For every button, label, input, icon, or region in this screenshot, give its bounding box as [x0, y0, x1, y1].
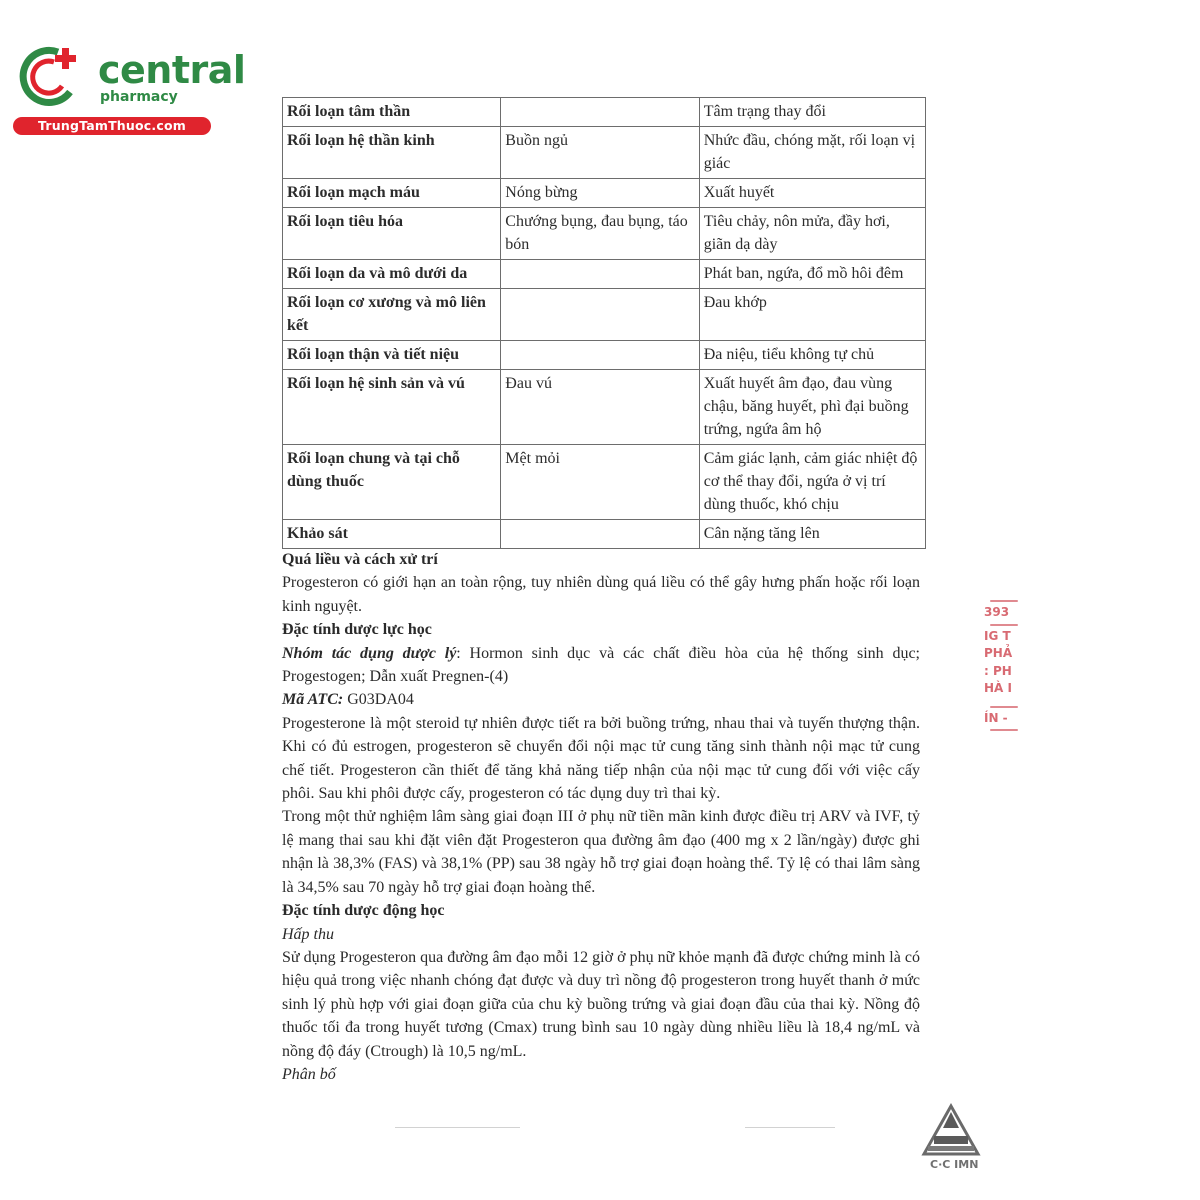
adverse-effects-table	[282, 97, 926, 549]
pharmacokinetics-heading: Đặc tính dược động học	[282, 902, 445, 920]
uncommon-cell: Nhức đầu, chóng mặt, rối loạn vị giác	[699, 127, 925, 179]
svg-text:C·C IMN: C·C IMN	[930, 1158, 979, 1171]
uncommon-cell: Cảm giác lạnh, cảm giác nhiệt độ cơ thể thay đổi, ngứa ở vị trí dùng thuốc, khó chịu	[699, 445, 925, 520]
pharmacologic-group	[282, 642, 920, 689]
stamp-rule	[990, 706, 1018, 708]
uncommon-cell: Xuất huyết âm đạo, đau vùng chậu, băng huyết, phì đại buồng trứng, ngứa âm hộ	[699, 370, 925, 445]
common-cell	[501, 520, 699, 549]
table-row	[283, 341, 926, 370]
stamp-rule	[990, 729, 1018, 731]
organ-cell: Rối loạn hệ thần kinh	[283, 127, 501, 179]
uncommon-cell: Tiêu chảy, nôn mửa, đầy hơi, giãn dạ dày	[699, 208, 925, 260]
logo-url-badge[interactable]: TrungTamThuoc.com	[13, 117, 211, 135]
common-cell: Nóng bừng	[501, 179, 699, 208]
red-stamp-fragment	[984, 598, 1018, 750]
stamp-text: PHẢ	[984, 646, 1013, 660]
organ-cell: Rối loạn tâm thần	[283, 98, 501, 127]
organ-cell: Rối loạn mạch máu	[283, 179, 501, 208]
organ-cell: Khảo sát	[283, 520, 501, 549]
table-row	[283, 520, 926, 549]
stamp-rule	[990, 600, 1018, 602]
document-body	[282, 548, 920, 1086]
absorption-text: Sử dụng Progesteron qua đường âm đạo mỗi 12 giờ ở phụ nữ khỏe mạnh đã được chứng minh là có hiệu quả trong việc nhanh chóng đạt được và duy trì nồng độ progesteron trong huyết thanh ở mức sinh lý phù hợp với giai đoạn giữa của chu kỳ buồng trứng và giai đoạn đầu của thai kỳ. Nồng độ thuốc tối đa trong huyết tương (Cmax) trung bình sau 10 ngày dùng nhiều liều là 18,4 ng/mL và nồng độ đáy (Ctrough) là 10,5 ng/mL.	[282, 948, 920, 1060]
pharmacologic-group-text: : Hormon sinh dục và các chất điều hòa của hệ thống sinh dục; Progestogen; Dẫn xuất Pregnen-(4)	[282, 644, 921, 686]
distribution-subheading: Phân bố	[282, 1065, 336, 1083]
stamp-text: : PH	[984, 663, 1012, 678]
uncommon-cell: Tâm trạng thay đổi	[699, 98, 925, 127]
common-cell	[501, 341, 699, 370]
uncommon-cell: Đa niệu, tiểu không tự chủ	[699, 341, 925, 370]
logo-sub-text: pharmacy	[100, 89, 178, 105]
organ-cell: Rối loạn thận và tiết niệu	[283, 341, 501, 370]
stamp-text: HÀ I	[984, 681, 1012, 695]
organ-cell: Rối loạn cơ xương và mô liên kết	[283, 289, 501, 341]
common-cell: Đau vú	[501, 370, 699, 445]
uncommon-cell: Phát ban, ngứa, đổ mồ hôi đêm	[699, 260, 925, 289]
table-row	[283, 208, 926, 260]
table-row	[283, 260, 926, 289]
stamp-rule	[990, 624, 1018, 626]
footer-rule	[745, 1127, 835, 1128]
common-cell	[501, 260, 699, 289]
common-cell	[501, 98, 699, 127]
pharmacodynamics-para-2: Trong một thử nghiệm lâm sàng giai đoạn III ở phụ nữ tiền mãn kinh được điều trị ARV và IVF, tỷ lệ mang thai sau khi đặt viên đặt Progesteron qua đường âm đạo (400 mg x 2 lần/ngày) được ghi nhận là 38,3% (FAS) và 38,1% (PP) sau 38 ngày hỗ trợ giai đoạn hoàng thể. Tỷ lệ có thai lâm sàng là 34,5% sau 70 ngày hỗ trợ giai đoạn hoàng thể.	[282, 808, 920, 896]
organ-cell: Rối loạn da và mô dưới da	[283, 260, 501, 289]
organ-cell: Rối loạn hệ sinh sản và vú	[283, 370, 501, 445]
common-cell: Chướng bụng, đau bụng, táo bón	[501, 208, 699, 260]
organ-cell: Rối loạn tiêu hóa	[283, 208, 501, 260]
pharmacy-logo	[10, 38, 246, 138]
overdose-heading: Quá liều và cách xử trí	[282, 551, 438, 568]
organ-cell: Rối loạn chung và tại chỗ dùng thuốc	[283, 445, 501, 520]
uncommon-cell: Cân nặng tăng lên	[699, 520, 925, 549]
stamp-text: ÍN -	[984, 710, 1008, 725]
central-pharmacy-logo-icon	[18, 42, 84, 108]
pharmacodynamics-para-1: Progesterone là một steroid tự nhiên được tiết ra bởi buồng trứng, nhau thai và tuyến thượng thận. Khi có đủ estrogen, progesteron sẽ chuyển đổi nội mạc tử cung tăng sinh thành nội mạc tử cung chế tiết. Progesteron cần thiết để tăng khả năng tiếp nhận của nội mạc tử cung đối với việc cấy phôi. Sau khi phôi được cấy, progesteron có tác dụng duy trì thai kỳ.	[282, 714, 920, 803]
stamp-text: IG T	[984, 628, 1011, 643]
table-row	[283, 127, 926, 179]
atc-label: Mã ATC:	[282, 691, 344, 709]
atc-code-line	[282, 688, 920, 711]
atc-code: G03DA04	[343, 691, 414, 709]
uncommon-cell: Xuất huyết	[699, 179, 925, 208]
table-row	[283, 98, 926, 127]
manufacturer-emblem-icon	[916, 1102, 986, 1172]
common-cell: Buồn ngủ	[501, 127, 699, 179]
table-row	[283, 445, 926, 520]
pharmacodynamics-heading: Đặc tính dược lực học	[282, 621, 432, 639]
table-row	[283, 289, 926, 341]
common-cell	[501, 289, 699, 341]
stamp-text: 393	[984, 605, 1010, 619]
table-row	[283, 179, 926, 208]
logo-brand-text: central	[98, 48, 246, 92]
table-row	[283, 370, 926, 445]
footer-rule	[395, 1127, 520, 1128]
absorption-subheading: Hấp thu	[282, 925, 334, 943]
common-cell: Mệt mỏi	[501, 445, 699, 520]
pharmacologic-group-label: Nhóm tác dụng dược lý	[282, 644, 457, 662]
overdose-text: Progesteron có giới hạn an toàn rộng, tuy nhiên dùng quá liều có thể gây hưng phấn hoặc rối loạn kinh nguyệt.	[282, 574, 920, 615]
uncommon-cell: Đau khớp	[699, 289, 925, 341]
